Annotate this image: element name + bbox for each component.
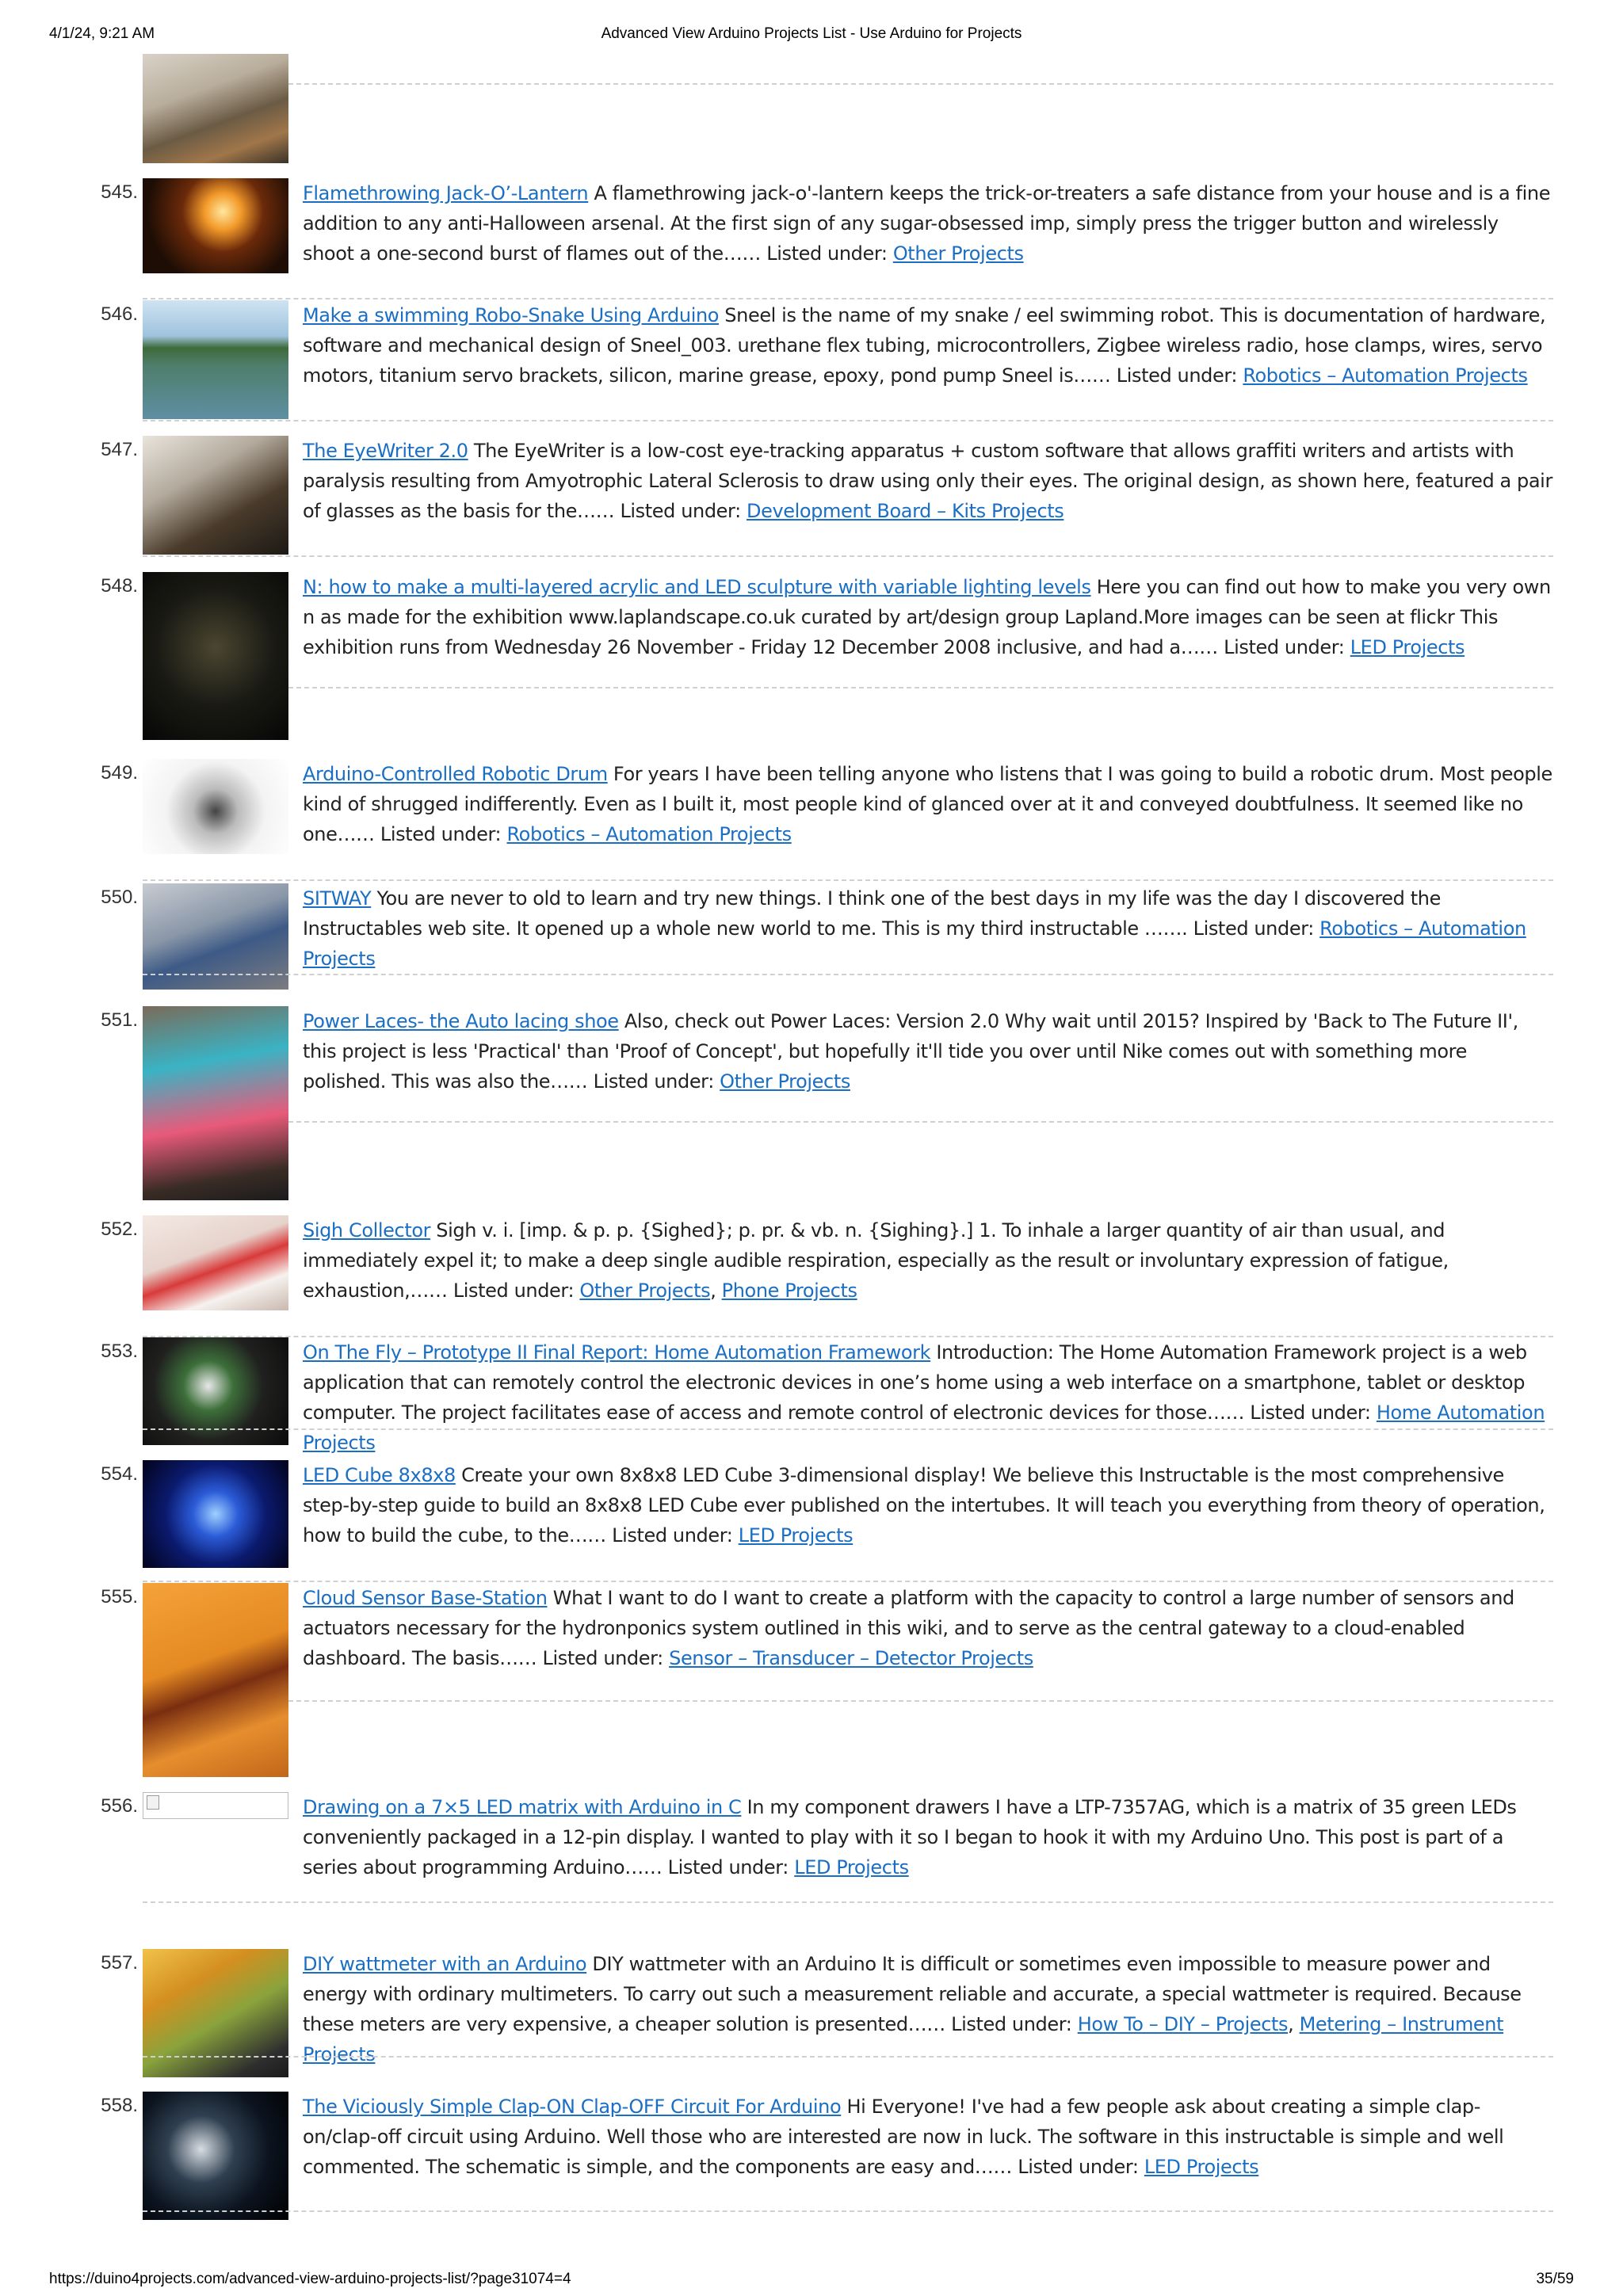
project-thumbnail[interactable] [143,2092,288,2220]
category-link[interactable]: Other Projects [720,1070,850,1093]
item-body [303,300,1553,391]
project-thumbnail[interactable] [143,1215,288,1310]
page-number: 35/59 [1536,2271,1574,2287]
category-link[interactable]: Phone Projects [721,1280,857,1302]
item-divider [288,687,1553,688]
category-link[interactable]: Sensor – Transducer – Detector Projects [669,1647,1033,1669]
item-divider [143,879,1553,881]
project-thumbnail[interactable] [143,759,288,854]
item-body [303,1460,1553,1550]
item-body [303,436,1553,526]
item-body [303,759,1553,849]
item-divider [288,83,1553,85]
item-body [303,178,1553,269]
category-link[interactable]: Other Projects [892,242,1024,265]
project-title-link[interactable]: Flamethrowing Jack-O’-Lantern [303,182,589,204]
listed-under-label: Listed under: [593,1070,720,1093]
listed-under-label: Listed under: [612,1524,739,1547]
project-description: DIY wattmeter with an Arduino It is difficult or sometimes even impossible to measure power and energy with ordinary multimeters. To carry out such a measurement reliable and accurate, a special wattmeter is required. Because these meters are very expensive, a cheaper solution is presented…… [303,1953,1522,2035]
category-link[interactable]: LED Projects [1350,636,1465,658]
item-body [303,1006,1553,1097]
project-description: The EyeWriter is a low-cost eye-tracking apparatus + custom software that allows graffiti writers and artists with paralysis resulting from Amyotrophic Lateral Sclerosis to draw using only their eyes. The original design, as shown here, featured a pair of glasses as the basis for the…… [303,440,1552,522]
item-number: 549. [101,762,138,784]
project-thumbnail[interactable] [143,1949,288,2077]
project-title-link[interactable]: Arduino-Controlled Robotic Drum [303,763,608,785]
project-title-link[interactable]: LED Cube 8x8x8 [303,1464,456,1486]
listed-under-label: Listed under: [542,1647,670,1669]
item-number: 553. [101,1341,138,1362]
project-description: Create your own 8x8x8 LED Cube 3-dimensional display! We believe this Instructable is the most comprehensive step-by-step guide to build an 8x8x8 LED Cube ever published on the intertubes. It will teach you everything from theory of operation, how to build the cube, to the…… [303,1464,1545,1547]
item-divider [288,1700,1553,1702]
project-title-link[interactable]: DIY wattmeter with an Arduino [303,1953,587,1975]
item-divider [143,2056,1553,2058]
item-number: 557. [101,1952,138,1974]
listed-under-label: Listed under: [380,823,507,845]
item-number: 554. [101,1463,138,1485]
listed-under-label: Listed under: [951,2013,1078,2035]
item-divider [143,298,1553,299]
listed-under-label: Listed under: [453,1280,580,1302]
project-description: In my component drawers I have a LTP-7357AG, which is a matrix of 35 green LEDs conveniently packaged in a 12-pin display. I wanted to play with it so I began to hook it with my Arduino Uno. This post is part of a series about programming Arduino…… [303,1796,1517,1878]
listed-under-label: Listed under: [620,500,747,522]
category-link[interactable]: Robotics – Automation Projects [1243,364,1528,387]
category-link[interactable]: Other Projects [579,1280,711,1302]
item-divider [143,974,1553,975]
project-description: For years I have been telling anyone who listens that I was going to build a robotic drum. Most people kind of shrugged indifferently. Even as I built it, most people kind of glanced over at it and conveyed doubtfulness. It seemed like no one…… [303,763,1552,845]
item-number: 552. [101,1219,138,1240]
item-body [303,1583,1553,1673]
project-title-link[interactable]: The Viciously Simple Clap-ON Clap-OFF Circuit For Arduino [303,2096,842,2118]
category-link[interactable]: LED Projects [1144,2156,1259,2178]
project-description: You are never to old to learn and try new things. I think one of the best days in my life was the day I discovered the Instructables web site. It opened up a whole new world to me. This is my third instructable ……. [303,887,1441,940]
project-thumbnail[interactable] [143,300,288,419]
project-title-link[interactable]: N: how to make a multi-layered acrylic and LED sculpture with variable lighting levels [303,576,1091,598]
project-description: A flamethrowing jack-o'-lantern keeps the trick-or-treaters a safe distance from your house and is a fine addition to any anti-Halloween arsenal. At the first sign of any sugar-obsessed imp, simply press the trigger button and wirelessly shoot a one-second burst of flames out of the…… [303,182,1551,265]
project-description: Sigh v. i. [imp. & p. p. {Sighed}; p. pr. & vb. n. {Sighing}.] 1. To inhale a larger quantity of air than usual, and immediately expel it; to make a deep single audible respiration, especially as the result or involuntary expression of fatigue, exhaustion,…… [303,1219,1449,1302]
print-footer [0,2271,1623,2294]
project-thumbnail-previous [143,54,288,163]
item-body [303,1792,1553,1882]
item-body [303,1215,1553,1306]
item-number: 551. [101,1009,138,1031]
print-header [0,25,1623,49]
project-description: What I want to do I want to create a platform with the capacity to control a large number of sensors and actuators necessary for the hydronponics system outlined in this wiki, and to serve as the central gateway to a cloud-enabled dashboard. The basis…… [303,1587,1514,1669]
category-link[interactable]: Robotics – Automation Projects [506,823,792,845]
project-title-link[interactable]: The EyeWriter 2.0 [303,440,468,462]
item-number: 546. [101,303,138,325]
item-divider [288,1121,1553,1123]
item-divider [143,1581,1553,1582]
item-number: 555. [101,1586,138,1608]
item-divider [143,420,1553,421]
project-thumbnail[interactable] [143,1583,288,1777]
project-thumbnail[interactable] [143,436,288,555]
category-link[interactable]: Metering – Instrument Projects [303,2013,1504,2065]
item-divider [143,1428,1553,1430]
category-link[interactable]: LED Projects [738,1524,854,1547]
project-description: Hi Everyone! I've had a few people ask about creating a simple clap-on/clap-off circuit using Arduino. Well those who are interested are now in luck. The software in this instructable is simple and well commented. The schematic is simple, and the components are easy and…… [303,2096,1504,2178]
project-title-link[interactable]: Make a swimming Robo-Snake Using Arduino [303,304,720,326]
project-thumbnail[interactable] [143,572,288,740]
item-number: 556. [101,1795,138,1817]
item-number: 558. [101,2095,138,2116]
category-link[interactable]: Development Board – Kits Projects [747,500,1064,522]
item-body [303,883,1553,974]
page-title: Advanced View Arduino Projects List - Use Arduino for Projects [601,25,1022,42]
broken-image-icon[interactable] [143,1792,288,1819]
project-thumbnail[interactable] [143,1006,288,1200]
category-link[interactable]: How To – DIY – Projects [1077,2013,1289,2035]
item-number: 545. [101,181,138,203]
item-divider [143,2210,1553,2212]
item-number: 548. [101,575,138,597]
listed-under-label: Listed under: [766,242,893,265]
listed-under-label: Listed under: [1193,917,1320,940]
project-description: Here you can find out how to make you very own n as made for the exhibition www.laplandscape.co.uk curated by art/design group Lapland.More images can be seen at flickr This exhibition runs from Wednesday 26 November - Friday 12 December 2008 inclusive, and had a…… [303,576,1551,658]
item-divider [143,555,1553,557]
project-thumbnail[interactable] [143,1460,288,1568]
item-body [303,572,1553,662]
item-number: 550. [101,887,138,908]
category-separator: , [710,1280,722,1302]
project-title-link[interactable]: Sigh Collector [303,1219,431,1241]
project-title-link[interactable]: Cloud Sensor Base-Station [303,1587,548,1609]
item-body [303,2092,1553,2182]
listed-under-label: Listed under: [1018,2156,1144,2178]
project-thumbnail[interactable] [143,178,288,273]
listed-under-label: Listed under: [667,1856,795,1878]
category-link[interactable]: Robotics – Automation Projects [303,917,1526,970]
project-title-link[interactable]: Drawing on a 7×5 LED matrix with Arduino in C [303,1796,742,1818]
listed-under-label: Listed under: [1250,1402,1377,1424]
project-description: Introduction: The Home Automation Framework project is a web application that can remotely control the electronic devices in one’s home using a web interface on a smartphone, tablet or desktop computer. The project facilitates ease of access and remote control of electronic devices for those…… [303,1341,1527,1424]
listed-under-label: Listed under: [1116,364,1243,387]
listed-under-label: Listed under: [1224,636,1350,658]
item-body [303,1949,1553,2069]
category-link[interactable]: Home Automation Projects [303,1402,1545,1454]
project-title-link[interactable]: Power Laces- the Auto lacing shoe [303,1010,619,1032]
project-description: Also, check out Power Laces: Version 2.0 Why wait until 2015? Inspired by 'Back to The Future II', this project is less 'Practical' than 'Proof of Concept', but hopefully it'll tide you over until Nike comes out with something more polished. This was also the…… [303,1010,1518,1093]
project-title-link[interactable]: SITWAY [303,887,372,910]
item-divider [143,1901,1553,1903]
page-url: https://duino4projects.com/advanced-view-arduino-projects-list/?page31074=4 [49,2271,571,2287]
item-body [303,1337,1553,1458]
category-separator: , [1288,2013,1300,2035]
category-link[interactable]: LED Projects [794,1856,909,1878]
print-datetime: 4/1/24, 9:21 AM [49,25,155,42]
project-title-link[interactable]: On The Fly – Prototype II Final Report: Home Automation Framework [303,1341,931,1363]
item-number: 547. [101,439,138,460]
project-description: Sneel is the name of my snake / eel swimming robot. This is documentation of hardware, software and mechanical design of Sneel_003. urethane flex tubing, microcontrollers, Zigbee wireless radio, hose clamps, wires, servo motors, titanium servo brackets, silicon, marine grease, epoxy, pond pump Sneel is…… [303,304,1546,387]
